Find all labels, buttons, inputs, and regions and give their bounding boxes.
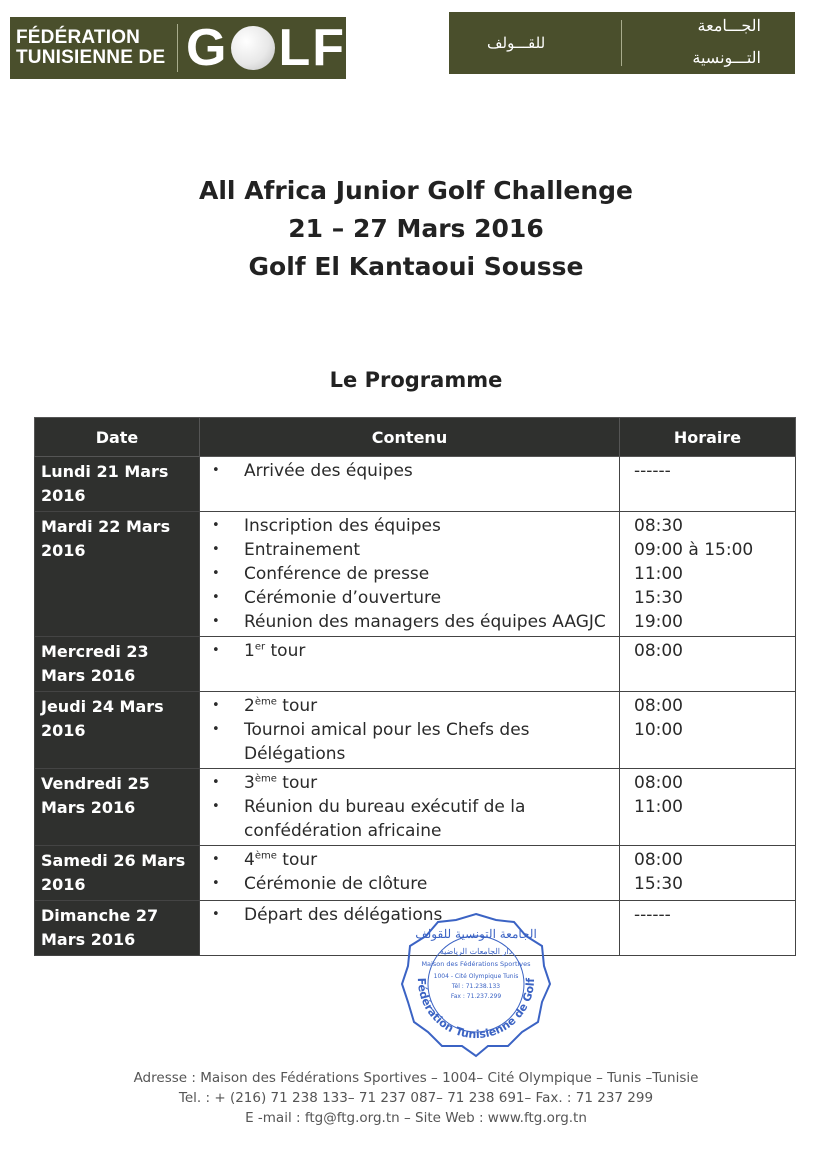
date-cell: Vendredi 25 Mars 2016 [35,769,200,846]
golf-wordmark [186,18,346,78]
content-item: • Entrainement [212,538,613,562]
time-item: 10:00 [634,720,683,740]
time-cell [620,457,796,512]
content-list [212,459,613,483]
table-row [35,637,796,692]
time-cell [620,512,796,637]
column-header-date: Date [35,418,200,457]
golf-letters-lf: LF [278,19,346,77]
round-number: 3 [244,773,255,793]
table-header-row [35,418,796,457]
content-item [212,639,613,663]
stamp-address-line1: Maison des Fédérations Sportives [421,960,531,968]
time-cell [620,692,796,769]
round-label: tour [276,773,318,793]
content-item: • Arrivée des équipes [212,459,613,483]
date-cell: Mardi 22 Mars 2016 [35,512,200,637]
date-cell: Lundi 21 Mars 2016 [35,457,200,512]
round-ordinal-suffix: ème [254,773,277,785]
time-item: 15:30 [634,874,683,894]
federation-logo [10,17,346,79]
programme-table [34,417,796,956]
content-item: • Tournoi amical pour les Chefs des Délégations [212,718,613,766]
event-title-line3: Golf El Kantaoui Sousse [248,252,584,281]
date-cell: Samedi 26 Mars 2016 [35,846,200,901]
round-ordinal-suffix: ème [254,850,277,862]
round-ordinal-suffix: ème [254,696,277,708]
event-title-line2: 21 – 27 Mars 2016 [288,214,544,243]
content-item: • Réunion du bureau exécutif de la confédération africaine [212,795,613,843]
content-cell [200,637,620,692]
programme-table-body [35,457,796,956]
time-item: 08:00 [634,696,683,716]
event-title [0,172,832,286]
time-cell [620,901,796,956]
content-item: • Cérémonie d’ouverture [212,586,613,610]
time-list [634,639,789,663]
arabic-line3: للقـــولف [487,34,546,52]
round-label: tour [265,641,306,661]
arabic-line1: الجـــامعة [697,16,761,35]
time-list [634,459,789,483]
content-item: • Réunion des managers des équipes AAGJC [212,610,613,634]
round-ordinal-suffix: er [254,641,266,653]
time-item: 08:00 [634,773,683,793]
stamp-tel-line: Tél : 71.238.133 [451,983,501,990]
table-row [35,692,796,769]
content-list [212,514,613,634]
content-cell [200,457,620,512]
column-header-contenu: Contenu [200,418,620,457]
arabic-logo-divider [621,20,622,66]
time-item: 11:00 [634,564,683,584]
time-cell [620,846,796,901]
round-label: tour [276,850,318,870]
golf-ball-icon [231,26,275,70]
time-item: 11:00 [634,797,683,817]
federation-name [10,28,175,68]
content-item [212,771,613,795]
content-cell [200,512,620,637]
content-item: • Conférence de presse [212,562,613,586]
footer-email: E -mail : ftg@ftg.org.tn – Site Web : www.ftg.org.tn [245,1110,587,1126]
time-item: 19:00 [634,612,683,632]
stamp-arabic-subtext: دار الجامعات الرياضية [439,947,513,956]
content-cell [200,769,620,846]
content-list [212,694,613,766]
round-number: 1 [244,641,255,661]
content-item: • Cérémonie de clôture [212,872,613,896]
federation-line2: TUNISIENNE DE [16,47,166,68]
arabic-line2: التـــونسية [692,48,761,67]
date-cell: Mercredi 23 Mars 2016 [35,637,200,692]
event-title-line1: All Africa Junior Golf Challenge [199,176,633,205]
content-list [212,639,613,663]
content-list [212,771,613,843]
federation-line1: FÉDÉRATION [16,27,141,48]
programme-title: Le Programme [329,368,503,392]
content-cell [200,692,620,769]
stamp-ring-text: Fédération Tunisienne de Golf [414,977,538,1042]
content-item: • Inscription des équipes [212,514,613,538]
footer-address: Adresse : Maison des Fédérations Sportives – 1004– Cité Olympique – Tunis –Tunisie [133,1070,699,1086]
stamp-fax-line: Fax : 71.237.299 [450,993,502,1000]
time-cell [620,769,796,846]
time-list [634,848,789,896]
footer-contact [0,1068,832,1128]
date-cell: Dimanche 27 Mars 2016 [35,901,200,956]
round-number: 4 [244,850,255,870]
time-item: 08:30 [634,516,683,536]
time-item: ------ [634,461,671,481]
column-header-horaire: Horaire [620,418,796,457]
arabic-logo [449,12,795,74]
round-label: tour [276,696,318,716]
table-row [35,512,796,637]
content-item [212,848,613,872]
logo-divider [177,24,178,72]
federation-stamp [396,910,556,1060]
time-item: 09:00 à 15:00 [634,540,754,560]
footer-phone: Tel. : + (216) 71 238 133– 71 237 087– 71 238 691– Fax. : 71 237 299 [178,1090,654,1106]
time-item: 15:30 [634,588,683,608]
time-list [634,694,789,742]
time-list [634,771,789,819]
content-item: • Départ des délégations [212,903,613,927]
time-item: 08:00 [634,850,683,870]
time-list [634,514,789,634]
table-row [35,457,796,512]
stamp-address-line2: 1004 - Cité Olympique Tunis [433,973,519,980]
time-list [634,903,789,927]
content-list [212,848,613,896]
stamp-arabic-text: الجامعة التونسية للقولف [415,927,537,941]
round-number: 2 [244,696,255,716]
content-item [212,694,613,718]
date-cell: Jeudi 24 Mars 2016 [35,692,200,769]
time-item: ------ [634,905,671,925]
time-item: 08:00 [634,641,683,661]
content-cell [200,846,620,901]
table-row [35,769,796,846]
time-cell [620,637,796,692]
golf-letter-g: G [186,19,229,77]
table-row [35,846,796,901]
